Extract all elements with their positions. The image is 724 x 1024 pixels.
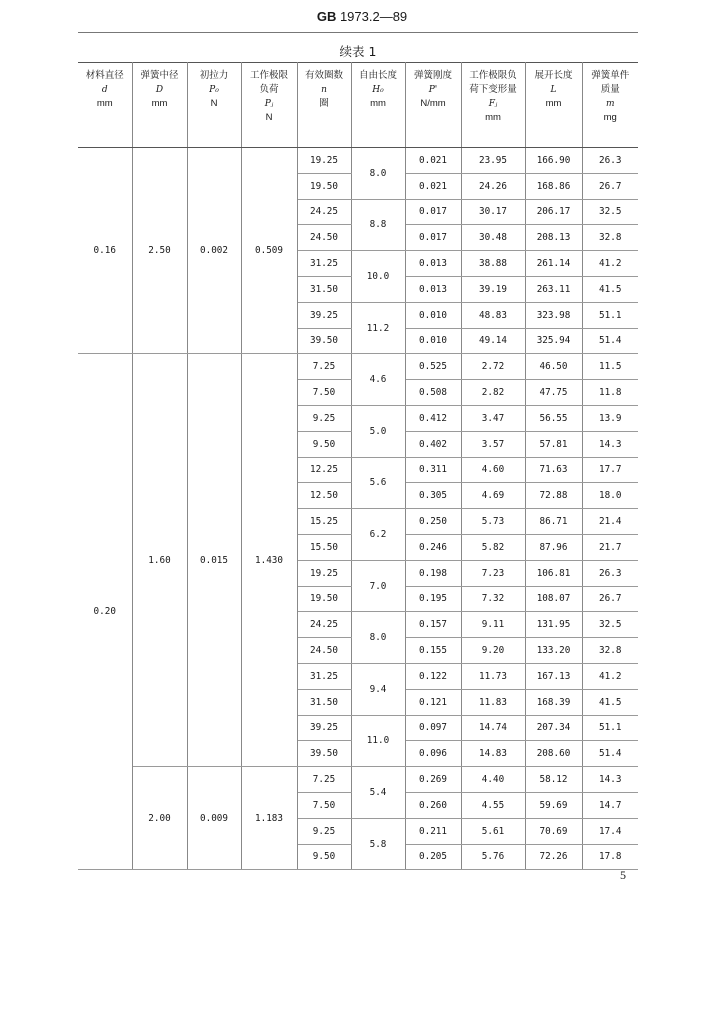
cell-mass: 32.5 xyxy=(582,612,638,638)
cell-spring-rate: 0.017 xyxy=(405,199,461,225)
spring-parameter-table xyxy=(78,62,638,870)
cell-free-length: 10.0 xyxy=(351,251,405,303)
cell-developed-length: 133.20 xyxy=(525,638,582,664)
cell-initial-tension: 0.002 xyxy=(187,148,241,354)
cell-spring-rate: 0.205 xyxy=(405,844,461,870)
cell-spring-rate: 0.017 xyxy=(405,225,461,251)
cell-developed-length: 166.90 xyxy=(525,148,582,174)
cell-active-coils: 19.50 xyxy=(297,173,351,199)
cell-deflection: 7.32 xyxy=(461,586,525,612)
cell-developed-length: 108.07 xyxy=(525,586,582,612)
cell-active-coils: 31.25 xyxy=(297,251,351,277)
column-unit: mm xyxy=(151,98,168,109)
cell-deflection: 5.76 xyxy=(461,844,525,870)
cell-free-length: 5.6 xyxy=(351,457,405,509)
cell-free-length: 9.4 xyxy=(351,663,405,715)
cell-deflection: 24.26 xyxy=(461,173,525,199)
cell-free-length: 8.8 xyxy=(351,199,405,251)
cell-mass: 17.8 xyxy=(582,844,638,870)
cell-deflection: 30.48 xyxy=(461,225,525,251)
table-row xyxy=(78,767,638,793)
column-unit: mm xyxy=(485,112,501,123)
cell-active-coils: 39.50 xyxy=(297,328,351,354)
column-symbol: d xyxy=(101,85,108,95)
column-name: 工作极限 xyxy=(249,70,288,81)
column-symbol: m xyxy=(605,99,615,109)
table-row xyxy=(78,354,638,380)
cell-deflection: 5.61 xyxy=(461,818,525,844)
cell-limit-load: 0.509 xyxy=(241,148,297,354)
column-name: 初拉力 xyxy=(199,70,229,81)
cell-developed-length: 208.60 xyxy=(525,741,582,767)
cell-developed-length: 206.17 xyxy=(525,199,582,225)
cell-active-coils: 7.25 xyxy=(297,354,351,380)
cell-free-length: 11.0 xyxy=(351,715,405,767)
cell-mass: 32.5 xyxy=(582,199,638,225)
column-name: 荷下变形量 xyxy=(469,84,517,95)
cell-spring-rate: 0.402 xyxy=(405,431,461,457)
cell-mass: 26.3 xyxy=(582,560,638,586)
cell-spring-rate: 0.010 xyxy=(405,328,461,354)
cell-deflection: 9.11 xyxy=(461,612,525,638)
cell-mass: 14.3 xyxy=(582,431,638,457)
column-name: 材料直径 xyxy=(85,70,124,81)
cell-mass: 11.5 xyxy=(582,354,638,380)
cell-mass: 32.8 xyxy=(582,638,638,664)
cell-active-coils: 15.25 xyxy=(297,509,351,535)
cell-developed-length: 106.81 xyxy=(525,560,582,586)
column-name: 弹簧单件 xyxy=(591,70,630,81)
cell-mass: 26.7 xyxy=(582,586,638,612)
cell-mass: 41.5 xyxy=(582,689,638,715)
cell-spring-rate: 0.157 xyxy=(405,612,461,638)
column-header xyxy=(405,63,461,148)
cell-mass: 11.8 xyxy=(582,380,638,406)
cell-mass: 21.4 xyxy=(582,509,638,535)
cell-mass: 14.3 xyxy=(582,767,638,793)
cell-spring-rate: 0.246 xyxy=(405,534,461,560)
cell-deflection: 4.40 xyxy=(461,767,525,793)
cell-spring-rate: 0.269 xyxy=(405,767,461,793)
cell-mass: 51.4 xyxy=(582,741,638,767)
column-unit: N xyxy=(210,98,218,109)
table-body xyxy=(78,148,638,870)
cell-active-coils: 24.25 xyxy=(297,612,351,638)
cell-deflection: 3.47 xyxy=(461,405,525,431)
column-symbol: n xyxy=(321,85,327,95)
page-number: 5 xyxy=(620,868,626,882)
column-name: 弹簧中径 xyxy=(140,70,179,81)
cell-mass: 41.5 xyxy=(582,276,638,302)
cell-spring-rate: 0.097 xyxy=(405,715,461,741)
cell-developed-length: 323.98 xyxy=(525,302,582,328)
column-header xyxy=(297,63,351,148)
column-symbol: D xyxy=(155,85,164,95)
cell-free-length: 8.0 xyxy=(351,612,405,664)
cell-deflection: 30.17 xyxy=(461,199,525,225)
cell-deflection: 5.82 xyxy=(461,534,525,560)
standard-id: 1973.2—89 xyxy=(336,9,408,24)
cell-developed-length: 72.88 xyxy=(525,483,582,509)
cell-free-length: 11.2 xyxy=(351,302,405,354)
cell-active-coils: 24.50 xyxy=(297,225,351,251)
column-symbol: Fⱼ xyxy=(488,99,498,109)
cell-mass: 14.7 xyxy=(582,792,638,818)
standard-code: GB xyxy=(316,9,337,24)
cell-active-coils: 24.50 xyxy=(297,638,351,664)
table-header xyxy=(78,63,638,148)
cell-developed-length: 71.63 xyxy=(525,457,582,483)
standard-number xyxy=(0,9,724,24)
cell-spring-rate: 0.525 xyxy=(405,354,461,380)
cell-mass: 51.1 xyxy=(582,302,638,328)
cell-developed-length: 46.50 xyxy=(525,354,582,380)
column-name: 展开长度 xyxy=(534,70,573,81)
column-unit: N xyxy=(265,112,273,123)
column-symbol: Pⱼ xyxy=(264,99,274,109)
cell-initial-tension: 0.009 xyxy=(187,767,241,870)
cell-spring-rate: 0.412 xyxy=(405,405,461,431)
cell-spring-rate: 0.010 xyxy=(405,302,461,328)
cell-deflection: 38.88 xyxy=(461,251,525,277)
column-symbol: P₀ xyxy=(209,85,219,95)
column-name: 弹簧刚度 xyxy=(413,70,452,81)
cell-developed-length: 131.95 xyxy=(525,612,582,638)
cell-developed-length: 56.55 xyxy=(525,405,582,431)
cell-developed-length: 87.96 xyxy=(525,534,582,560)
cell-spring-rate: 0.260 xyxy=(405,792,461,818)
cell-active-coils: 39.25 xyxy=(297,715,351,741)
column-header xyxy=(78,63,132,148)
cell-mass: 51.4 xyxy=(582,328,638,354)
cell-deflection: 11.73 xyxy=(461,663,525,689)
cell-spring-rate: 0.198 xyxy=(405,560,461,586)
cell-spring-rate: 0.195 xyxy=(405,586,461,612)
cell-deflection: 48.83 xyxy=(461,302,525,328)
cell-spring-rate: 0.013 xyxy=(405,251,461,277)
column-name: 质量 xyxy=(600,84,620,95)
cell-deflection: 4.60 xyxy=(461,457,525,483)
cell-limit-load: 1.430 xyxy=(241,354,297,767)
cell-developed-length: 58.12 xyxy=(525,767,582,793)
cell-material-diameter: 0.20 xyxy=(78,354,132,870)
cell-mass: 21.7 xyxy=(582,534,638,560)
cell-deflection: 9.20 xyxy=(461,638,525,664)
cell-mass: 26.3 xyxy=(582,148,638,174)
column-header xyxy=(461,63,525,148)
cell-active-coils: 12.50 xyxy=(297,483,351,509)
column-header xyxy=(525,63,582,148)
cell-deflection: 2.82 xyxy=(461,380,525,406)
cell-deflection: 7.23 xyxy=(461,560,525,586)
cell-active-coils: 7.50 xyxy=(297,380,351,406)
cell-developed-length: 59.69 xyxy=(525,792,582,818)
column-header xyxy=(582,63,638,148)
cell-active-coils: 19.25 xyxy=(297,148,351,174)
cell-mass: 13.9 xyxy=(582,405,638,431)
cell-material-diameter: 0.16 xyxy=(78,148,132,354)
cell-active-coils: 9.25 xyxy=(297,405,351,431)
cell-free-length: 8.0 xyxy=(351,148,405,200)
cell-mass: 32.8 xyxy=(582,225,638,251)
cell-spring-rate: 0.122 xyxy=(405,663,461,689)
table-caption: 续表 1 xyxy=(339,44,377,59)
cell-mass: 17.4 xyxy=(582,818,638,844)
cell-spring-rate: 0.250 xyxy=(405,509,461,535)
column-header xyxy=(187,63,241,148)
cell-deflection: 11.83 xyxy=(461,689,525,715)
cell-initial-tension: 0.015 xyxy=(187,354,241,767)
cell-developed-length: 325.94 xyxy=(525,328,582,354)
column-header xyxy=(241,63,297,148)
cell-spring-rate: 0.121 xyxy=(405,689,461,715)
cell-active-coils: 15.50 xyxy=(297,534,351,560)
column-unit: mm xyxy=(545,98,562,109)
cell-mass: 17.7 xyxy=(582,457,638,483)
cell-spring-rate: 0.155 xyxy=(405,638,461,664)
column-header xyxy=(132,63,187,148)
cell-spring-rate: 0.096 xyxy=(405,741,461,767)
column-unit: mm xyxy=(370,98,386,109)
cell-active-coils: 31.25 xyxy=(297,663,351,689)
column-unit: mm xyxy=(96,98,113,109)
cell-mass: 41.2 xyxy=(582,663,638,689)
column-name: 工作极限负 xyxy=(469,70,517,81)
cell-free-length: 6.2 xyxy=(351,509,405,561)
cell-deflection: 3.57 xyxy=(461,431,525,457)
cell-mean-diameter: 2.50 xyxy=(132,148,187,354)
column-unit: N/mm xyxy=(420,98,446,109)
column-unit: 圈 xyxy=(319,98,329,109)
cell-developed-length: 208.13 xyxy=(525,225,582,251)
cell-developed-length: 86.71 xyxy=(525,509,582,535)
cell-active-coils: 31.50 xyxy=(297,276,351,302)
cell-active-coils: 9.25 xyxy=(297,818,351,844)
cell-developed-length: 72.26 xyxy=(525,844,582,870)
column-header xyxy=(351,63,405,148)
cell-active-coils: 19.25 xyxy=(297,560,351,586)
cell-developed-length: 168.39 xyxy=(525,689,582,715)
cell-deflection: 4.55 xyxy=(461,792,525,818)
cell-deflection: 14.74 xyxy=(461,715,525,741)
cell-developed-length: 168.86 xyxy=(525,173,582,199)
header-rule xyxy=(78,32,638,33)
cell-deflection: 23.95 xyxy=(461,148,525,174)
cell-developed-length: 207.34 xyxy=(525,715,582,741)
cell-active-coils: 7.25 xyxy=(297,767,351,793)
cell-developed-length: 167.13 xyxy=(525,663,582,689)
cell-developed-length: 57.81 xyxy=(525,431,582,457)
cell-developed-length: 47.75 xyxy=(525,380,582,406)
cell-free-length: 5.8 xyxy=(351,818,405,870)
column-unit: mg xyxy=(603,112,617,123)
cell-active-coils: 9.50 xyxy=(297,431,351,457)
cell-deflection: 2.72 xyxy=(461,354,525,380)
cell-spring-rate: 0.311 xyxy=(405,457,461,483)
cell-mean-diameter: 2.00 xyxy=(132,767,187,870)
cell-active-coils: 39.50 xyxy=(297,741,351,767)
cell-active-coils: 19.50 xyxy=(297,586,351,612)
cell-mean-diameter: 1.60 xyxy=(132,354,187,767)
column-symbol: L xyxy=(550,85,557,95)
cell-free-length: 4.6 xyxy=(351,354,405,406)
cell-mass: 41.2 xyxy=(582,251,638,277)
table-row xyxy=(78,148,638,174)
cell-deflection: 5.73 xyxy=(461,509,525,535)
cell-mass: 51.1 xyxy=(582,715,638,741)
cell-spring-rate: 0.021 xyxy=(405,148,461,174)
cell-free-length: 5.0 xyxy=(351,405,405,457)
cell-limit-load: 1.183 xyxy=(241,767,297,870)
column-name: 自由长度 xyxy=(358,70,397,81)
column-name: 有效圈数 xyxy=(304,70,343,81)
cell-deflection: 4.69 xyxy=(461,483,525,509)
column-symbol: H₀ xyxy=(372,85,384,95)
cell-free-length: 7.0 xyxy=(351,560,405,612)
cell-spring-rate: 0.211 xyxy=(405,818,461,844)
cell-active-coils: 12.25 xyxy=(297,457,351,483)
cell-spring-rate: 0.013 xyxy=(405,276,461,302)
column-symbol: P' xyxy=(428,85,438,95)
cell-active-coils: 9.50 xyxy=(297,844,351,870)
column-name: 负荷 xyxy=(259,84,279,95)
cell-developed-length: 70.69 xyxy=(525,818,582,844)
cell-mass: 18.0 xyxy=(582,483,638,509)
cell-deflection: 14.83 xyxy=(461,741,525,767)
cell-deflection: 39.19 xyxy=(461,276,525,302)
cell-developed-length: 263.11 xyxy=(525,276,582,302)
cell-spring-rate: 0.508 xyxy=(405,380,461,406)
cell-deflection: 49.14 xyxy=(461,328,525,354)
cell-active-coils: 24.25 xyxy=(297,199,351,225)
cell-active-coils: 7.50 xyxy=(297,792,351,818)
cell-spring-rate: 0.305 xyxy=(405,483,461,509)
cell-developed-length: 261.14 xyxy=(525,251,582,277)
cell-spring-rate: 0.021 xyxy=(405,173,461,199)
cell-mass: 26.7 xyxy=(582,173,638,199)
cell-active-coils: 39.25 xyxy=(297,302,351,328)
cell-active-coils: 31.50 xyxy=(297,689,351,715)
cell-free-length: 5.4 xyxy=(351,767,405,819)
